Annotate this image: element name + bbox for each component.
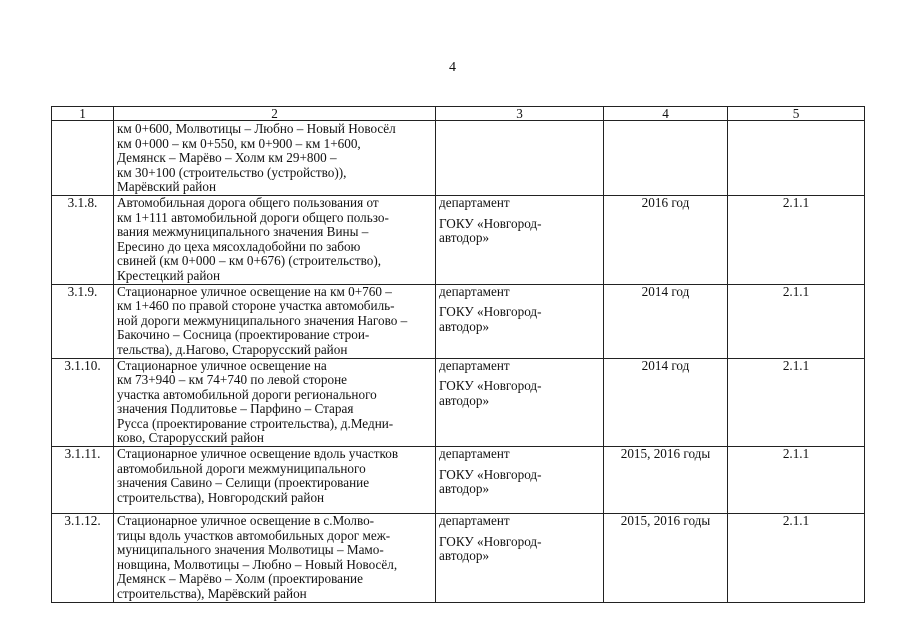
item-name-line: вания межмуниципального значения Вины –	[117, 224, 369, 240]
item-name-line: участка автомобильной дороги регионального	[117, 386, 377, 402]
executor-line: автодор»	[439, 392, 490, 408]
item-name-line: км 1+460 по правой стороне участка автомобиль-	[117, 298, 395, 314]
item-name-cell	[114, 447, 436, 514]
page-number: 4	[449, 60, 456, 75]
item-name-line: Крестецкий район	[117, 267, 221, 283]
period-cell: 2014 год	[604, 284, 728, 358]
item-name-line: Стационарное уличное освещение на	[117, 357, 327, 373]
item-name-line: тельства), д.Нагово, Старорусский район	[117, 341, 348, 357]
table-header-row	[52, 107, 865, 121]
item-name-cell	[114, 195, 436, 284]
item-name-line: км 73+940 – км 74+740 по левой стороне	[117, 372, 347, 388]
executor-line: ГОКУ «Новгород-	[439, 215, 542, 231]
item-number-cell: 3.1.9.	[52, 284, 114, 358]
item-name-line: тицы вдоль участков автомобильных дорог меж-	[117, 527, 391, 543]
executor-line: автодор»	[439, 230, 490, 246]
item-name-line: значения Подлитовье – Парфино – Старая	[117, 401, 354, 417]
table-row	[52, 195, 865, 284]
item-number-cell: 3.1.8.	[52, 195, 114, 284]
executor-line: автодор»	[439, 318, 490, 334]
item-name-line: км 30+100 (строительство (устройство)),	[117, 164, 347, 180]
item-name-line: Бакочино – Сосница (проектирование строи-	[117, 327, 370, 343]
table-row	[52, 284, 865, 358]
indicator-code-cell: 2.1.1	[728, 195, 865, 284]
item-name-line: Стационарное уличное освещение на км 0+760 –	[117, 283, 392, 299]
item-name-line: Ересино до цеха мясохладобойни по забою	[117, 238, 361, 254]
period-cell: 2014 год	[604, 358, 728, 447]
indicator-code-cell: 2.1.1	[728, 447, 865, 514]
item-name-line: Стационарное уличное освещение в с.Молво-	[117, 513, 375, 529]
executor-cell	[436, 121, 604, 196]
table-row	[52, 121, 865, 196]
item-name-cell	[114, 514, 436, 603]
indicator-code-cell: 2.1.1	[728, 358, 865, 447]
column-header-5: 5	[728, 107, 865, 121]
item-name-line: Стационарное уличное освещение вдоль участков	[117, 446, 399, 462]
executor-line: ГОКУ «Новгород-	[439, 304, 542, 320]
item-name-line: Марёвский район	[117, 179, 217, 195]
item-name-line: значения Савино – Селищи (проектирование	[117, 475, 370, 491]
item-name-cell	[114, 121, 436, 196]
period-cell: 2016 год	[604, 195, 728, 284]
item-name-line: муниципального значения Молвотицы – Мамо-	[117, 542, 384, 558]
item-name-cell	[114, 358, 436, 447]
executor-line: ГОКУ «Новгород-	[439, 466, 542, 482]
item-name-line: ково, Старорусский район	[117, 430, 264, 446]
indicator-code-cell: 2.1.1	[728, 514, 865, 603]
indicator-code-cell	[728, 121, 865, 196]
item-name-line: строительства), Марёвский район	[117, 586, 307, 602]
executor-cell	[436, 195, 604, 284]
indicator-code-cell: 2.1.1	[728, 284, 865, 358]
item-name-line: строительства), Новгородский район	[117, 489, 325, 505]
column-header-2: 2	[114, 107, 436, 121]
executor-line: департамент	[439, 357, 510, 373]
item-number-cell: 3.1.10.	[52, 358, 114, 447]
period-cell: 2015, 2016 годы	[604, 447, 728, 514]
item-name-line: Демянск – Марёво – Холм км 29+800 –	[117, 150, 337, 166]
item-name-line: ной дороги межмуниципального значения Нагово –	[117, 312, 408, 328]
column-header-3: 3	[436, 107, 604, 121]
executor-line: ГОКУ «Новгород-	[439, 378, 542, 394]
executor-cell	[436, 514, 604, 603]
table-body	[52, 121, 865, 603]
item-name-cell	[114, 284, 436, 358]
item-name-line: км 0+000 – км 0+550, км 0+900 – км 1+600,	[117, 135, 361, 151]
item-number-cell: 3.1.11.	[52, 447, 114, 514]
period-cell: 2015, 2016 годы	[604, 514, 728, 603]
executor-line: департамент	[439, 446, 510, 462]
item-name-line: Автомобильная дорога общего пользования от	[117, 194, 379, 210]
executor-cell	[436, 284, 604, 358]
column-header-4: 4	[604, 107, 728, 121]
executor-line: департамент	[439, 283, 510, 299]
table-row	[52, 514, 865, 603]
item-number-cell	[52, 121, 114, 196]
program-table	[51, 106, 865, 603]
item-name-line: свиней (км 0+000 – км 0+676) (строительство),	[117, 253, 382, 269]
executor-line: ГОКУ «Новгород-	[439, 533, 542, 549]
executor-line: автодор»	[439, 548, 490, 564]
executor-cell	[436, 447, 604, 514]
item-name-line: км 1+111 автомобильной дороги общего пользо-	[117, 209, 389, 225]
executor-line: департамент	[439, 194, 510, 210]
item-number-cell: 3.1.12.	[52, 514, 114, 603]
executor-line: автодор»	[439, 481, 490, 497]
table-row	[52, 447, 865, 514]
executor-line: департамент	[439, 513, 510, 529]
item-name-line: автомобильной дороги межмуниципального	[117, 460, 366, 476]
table-row	[52, 358, 865, 447]
item-name-line: км 0+600, Молвотицы – Любно – Новый Новосёл	[117, 121, 396, 136]
item-name-line: Русса (проектирование строительства), д.Медни-	[117, 415, 394, 431]
item-name-line: Демянск – Марёво – Холм (проектирование	[117, 571, 363, 587]
item-name-line: новщина, Молвотицы – Любно – Новый Новосёл,	[117, 556, 398, 572]
executor-cell	[436, 358, 604, 447]
period-cell	[604, 121, 728, 196]
column-header-1: 1	[52, 107, 114, 121]
